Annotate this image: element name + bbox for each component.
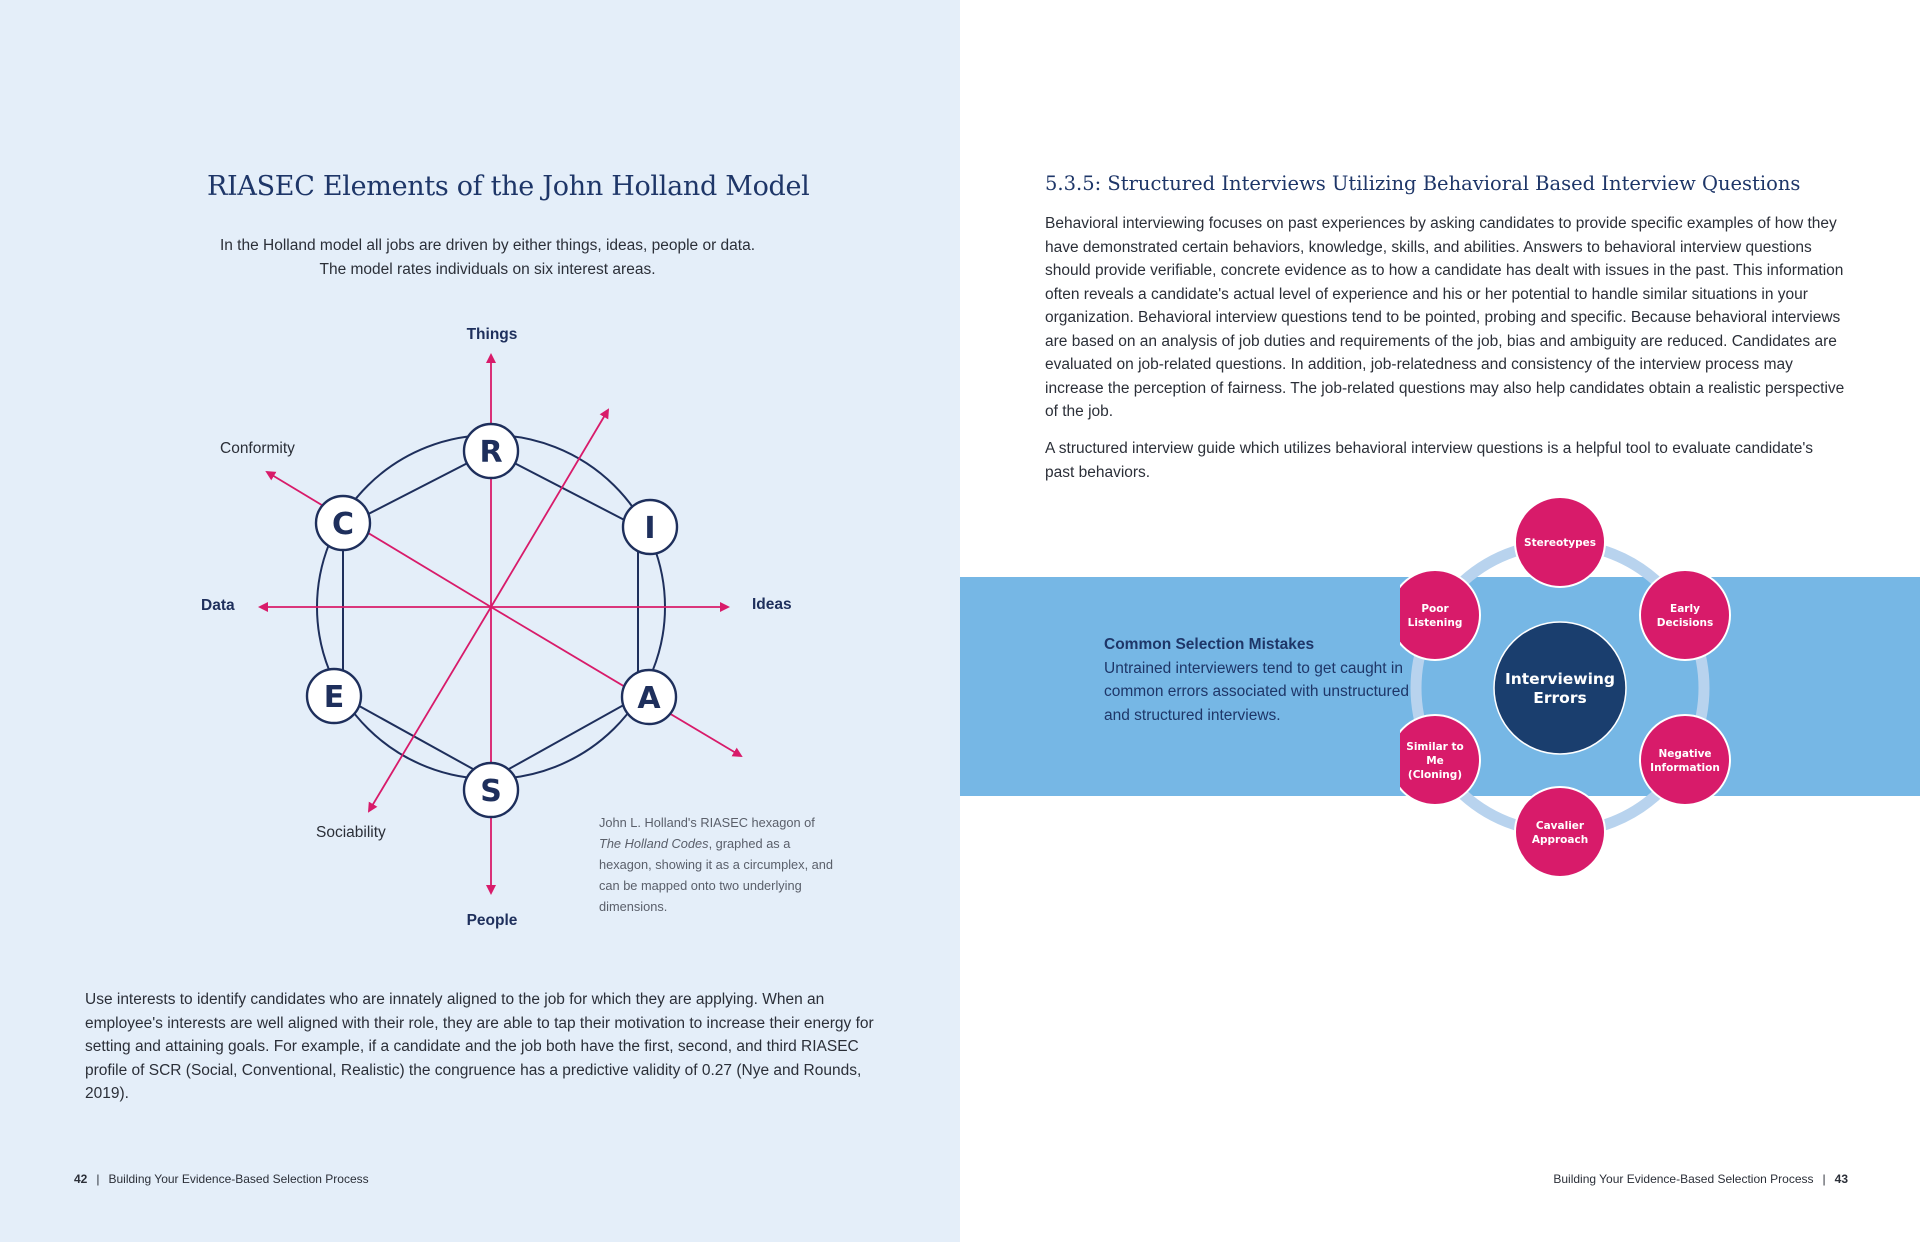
- callout-description: Untrained interviewers tend to get caught in common errors associated with unstructured and structured interviews.: [1104, 659, 1409, 724]
- similar-to-me-line-2: Me: [1426, 755, 1444, 767]
- node-early-decisions: [1640, 570, 1730, 660]
- label-conformity: Conformity: [220, 440, 295, 457]
- label-ideas: Ideas: [752, 596, 792, 613]
- axis-a-arrow: [491, 607, 741, 756]
- footer-separator: |: [1822, 1172, 1826, 1186]
- letter-r: R: [479, 435, 503, 470]
- intro-text: [180, 234, 795, 282]
- footer-text: Building Your Evidence-Based Selection Process: [1553, 1172, 1814, 1186]
- node-similar-to-me: [1400, 715, 1480, 805]
- right-page: [960, 0, 1920, 1242]
- label-data: Data: [201, 597, 235, 614]
- label-people: People: [466, 912, 518, 929]
- center-line-1: Interviewing: [1504, 670, 1616, 688]
- callout-text: [1104, 633, 1414, 727]
- body-paragraph: Use interests to identify candidates who are innately aligned to the job for which they are applying. When an employee's interests are well aligned with their role, they are able to tap their motivation to increase their energy for setting and attaining goals. For example, if a candidate and the job both have the first, second, and third RIASEC profile of SCR (Social, Conventional, Realistic) the congruence has a predictive validity of 0.27 (Nye and Rounds, 2019).: [85, 991, 874, 1102]
- callout-title: Common Selection Mistakes: [1104, 636, 1315, 653]
- letter-e: E: [323, 680, 345, 715]
- footer-text: Building Your Evidence-Based Selection Process: [108, 1172, 369, 1186]
- letter-a: A: [637, 681, 661, 716]
- stereotypes-label: Stereotypes: [1524, 537, 1596, 549]
- footer-right: [1553, 1172, 1848, 1186]
- node-e: [307, 669, 361, 723]
- negative-information-line-2: Information: [1650, 762, 1720, 774]
- cavalier-approach-line-1: Cavalier: [1535, 820, 1585, 832]
- early-decisions-line-2: Decisions: [1656, 617, 1714, 629]
- intro-line-1: In the Holland model all jobs are driven by either things, ideas, people or data.: [219, 237, 756, 254]
- caption-text-start: John L. Holland's RIASEC hexagon of: [599, 815, 815, 830]
- poor-listening-line-1: Poor: [1421, 603, 1449, 615]
- poor-listening-line-2: Listening: [1407, 617, 1463, 629]
- node-s: [464, 763, 518, 817]
- paragraph-behavioral-interviewing: Behavioral interviewing focuses on past experiences by asking candidates to provide specific examples of how they have demonstrated certain behaviors, knowledge, skills, and abilities. Answers to behavioral interview questions should provide verifiable, concrete evidence as to how a candidate has dealt with issues in the past. This information often reveals a candidate's actual level of experience and his or her potential to handle similar situations in your organization. Behavioral interview questions tend to be pointed, probing and specific. Because behavioral interviews are based on an analysis of job duties and requirements of the job, bias and ambiguity are reduced. Candidates are evaluated on job-related questions. In addition, job-relatedness and consistency of the interview process may increase the perception of fairness. The job-related questions may also help candidates obtain a realistic perspective of the job.: [1045, 215, 1845, 420]
- node-c: [316, 496, 370, 550]
- negative-information-line-1: Negative: [1658, 748, 1712, 760]
- center-circle: [1494, 622, 1626, 754]
- intro-line-2: The model rates individuals on six interest areas.: [319, 261, 656, 278]
- section-title: 5.3.5: Structured Interviews Utilizing Behavioral Based Interview Questions: [1045, 172, 1801, 195]
- label-things: Things: [466, 326, 518, 343]
- letter-i: I: [644, 511, 656, 546]
- caption-text-end: , graphed as a hexagon, showing it as a circumplex, and can be mapped onto two underlying dimensions.: [599, 836, 834, 914]
- letter-c: C: [331, 507, 355, 542]
- page-title: RIASEC Elements of the John Holland Model: [207, 171, 810, 202]
- axis-conformity: [267, 472, 491, 607]
- early-decisions-line-1: Early: [1670, 603, 1700, 615]
- cavalier-approach-line-2: Approach: [1531, 834, 1589, 846]
- page-number: 43: [1834, 1172, 1848, 1186]
- letter-s: S: [480, 774, 502, 809]
- diagram-caption: [599, 812, 839, 917]
- label-sociability: Sociability: [316, 824, 386, 841]
- node-stereotypes: [1515, 497, 1605, 587]
- footer-left: [74, 1172, 369, 1186]
- node-poor-listening: [1400, 570, 1480, 660]
- center-line-2: Errors: [1533, 689, 1587, 707]
- node-a: [622, 670, 676, 724]
- caption-italic: The Holland Codes: [599, 836, 709, 851]
- node-r: [464, 424, 518, 478]
- similar-to-me-line-3: (Cloning): [1407, 769, 1463, 781]
- paragraph-structured-guide: A structured interview guide which utilizes behavioral interview questions is a helpful tool to evaluate candidate's past behaviors.: [1045, 440, 1814, 481]
- interviewing-errors-diagram: [1400, 490, 1780, 890]
- page-number: 42: [74, 1172, 88, 1186]
- footer-separator: |: [96, 1172, 100, 1186]
- node-i: [623, 500, 677, 554]
- node-cavalier-approach: [1515, 787, 1605, 877]
- node-negative-information: [1640, 715, 1730, 805]
- similar-to-me-line-1: Similar to: [1406, 741, 1464, 753]
